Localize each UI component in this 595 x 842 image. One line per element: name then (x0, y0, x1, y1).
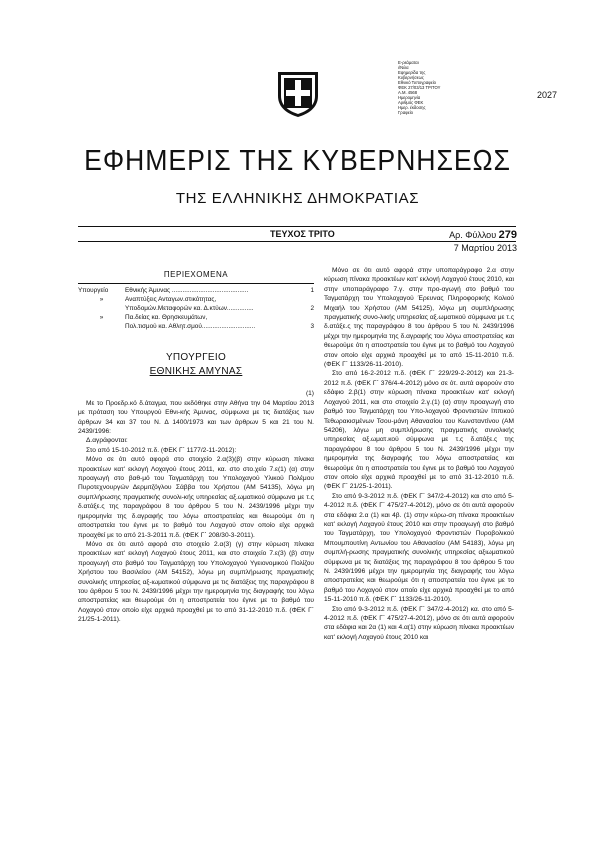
header-bottom-rule (78, 241, 516, 242)
toc-category: Υπουργείο (78, 287, 109, 295)
paragraph: Με το Προεδρ.κό δ.άταγμα, που εκδόθηκε στην Αθήνα την 04 Μαρτίου 2013 με πρόταση του Υπουργού Εθνι-κής Άμυνας, σύμφωνα με τις διατάξεις των άρθρων 34 και 37 του Ν. Δ 1400/1973 και των άρθρων 5 και 21 του Ν. 2439/1996: (78, 399, 314, 436)
right-column (324, 266, 514, 642)
greek-coat-of-arms-emblem (276, 70, 320, 118)
paragraph: Μόνο σε ότι αυτό αφορά στο στοιχείο 2.α(3)(β) στην κύρωση πίνακα προακτέων κατ' εκλογή Λοχαγού έτους 2011, κα. στο στο.χείο 7.ε(1) (α) στην προαγωγή στο βαθ-μό του Ταγματάρχη του Υπολοχαγού Υλικού Πολέμου Πυροτεχνουργών Δερμιτζόγλου Σάββα του Χρήστου (ΑΜ 54135), λόγω μη συμπλήρωσης πραγματικής συνολι-κής υπηρεσίας αξ.ωματικού σύμφωνα με τ.ς δ.ατάξε.ς της παραγράφου 8 του άρθρου 5 του Ν. 2439/1996 μέχρι την ημερομηνία της δ.αγραφής του λόγω αποστρατείας και θεωρούμε ότι η αποστρατεία του έγινε με το βαθμό του Λοχαγού στον οποίο είχε αρχικά προαχθεί με το από 21-3-2011 π.δ. (ΦΕΚ Γ΄ 208/30-3-2011). (78, 456, 314, 539)
toc-entry: Πολ.τισμού κα. Αθλητ.σμού.............................. (125, 323, 256, 331)
issue-date: 7 Μαρτίου 2013 (453, 243, 517, 253)
coat-of-arms-icon (276, 70, 320, 118)
toc-page: 2 (310, 305, 314, 313)
publisher-info-line: Αριθμός ΦΕΚ (398, 100, 424, 105)
paragraph: Στο από 15-10-2012 π.δ. (ΦΕΚ Γ΄ 1177/2-11-2012): (86, 446, 237, 454)
toc-page (306, 313, 314, 322)
toc-entry: Εθνικής Άμυνας ........................................... (125, 287, 249, 295)
publisher-info-line: ΦΕΚ 27/03/13 ΤΡΙΤΟΥ (398, 85, 441, 90)
gazette-subtitle: ΤΗΣ ΕΛΛΗΝΙΚΗΣ ΔΗΜΟΚΡΑΤΙΑΣ (175, 190, 420, 207)
publisher-info-line: Ε-ρεάμαται (398, 60, 419, 65)
toc-category: » (99, 314, 104, 322)
publisher-info-line: Εθνικό Τυπογραφείο (398, 80, 436, 85)
toc-row (78, 304, 314, 313)
toc-row (78, 286, 314, 295)
publisher-info-line: Ημερομηνία (398, 95, 421, 100)
left-column (78, 264, 314, 625)
paragraph: Στο από 9-3-2012 π.δ. (ΦΕΚ Γ΄ 347/2-4-2012) και στο από 5-4-2012 π.δ. (ΦΕΚ Γ΄ 475/27-4-2012), μόνο σε ότι αυτά αφορούν στα εδάφια 2.α (1) και 4β. (1) στην κύρω-ση πίνακα προακτέων κατ' εκλογή Λοχαγού έτους 2010 και στην προαγωγή στο βαθμό του Ταγματάρχη, του Υπολοχαγού Φροντιστών Πυροβολικού Μπουμπουτίνη Αντωνίου του Αθανασίου (ΑΜ 54183), λόγω μη συμπλή-ρωσης πραγματικής συνολικής υπηρεσίας αξιωματικού σύμφωνα με τις διατάξεις της παραγράφου 8 του άρθρου 5 του Ν. 2439/1996 μέχρι την ημερομηνία της διαγραφής του λόγω αποστρατείας και θεωρούμε ότι η αποστρατεία του έγινε με το βαθμό του Λοχαγού στον οποίο είχε αρχικά προαχθεί με το από 15-11-2010 π.δ. (ΦΕΚ Γ΄ 1133/26-11-2010). (324, 492, 514, 604)
paragraph: Δ.αγράφονται: (86, 437, 128, 445)
decision-number: (1) (305, 390, 314, 398)
publisher-info-line: Εφημερίδα της (398, 70, 426, 75)
toc-category (78, 322, 125, 331)
toc-row (78, 295, 314, 304)
publisher-info-line: Γραφείο (398, 110, 413, 115)
paragraph: Στο από 9-3-2012 π.δ. (ΦΕΚ Γ΄ 347/2-4-2012) κα. στο από 5-4-2012 π.δ. (ΦΕΚ Γ΄ 475/27-4-2012), μόνο σε ότι αυτά αφορούν στα εδάφια και 2α (1) και 4.α(1) στην κύρωση πίνακα προακτέων κατ' εκλογή Λοχαγού έτους 2010 και (324, 605, 514, 641)
publisher-info-line: Ημερ. έκδοσης (398, 105, 426, 110)
ministry-line-2: ΕΘΝΙΚΗΣ ΑΜΥΝΑΣ (149, 366, 243, 378)
toc-rule (78, 283, 314, 284)
toc-category (78, 304, 125, 313)
header-top-rule (78, 226, 516, 227)
ministry-line-1: ΥΠΟΥΡΓΕΙΟ (165, 352, 227, 364)
toc-row (78, 313, 314, 322)
toc-page (306, 295, 314, 304)
paragraph: Μόνο σε ότι αυτό αφορά στην υποπαράγραφο 2.α στην κύρωση πίνακα προακτέων κατ' εκλογή Λοχαγού έτους 2010, και στην υποπαράγραφο 7.γ. στην προ-αγωγή στο βαθμό του Ταγματάρχη του Υπολοχαγού Έρευνας Πληροφορικής Κολιού Μιχαήλ του Χρήστου (ΑΜ 54125), λόγω μη συμπλήρωσης πραγματικής συνο-λικής υπηρεσίας αξ.ωματικού σύμφωνα με τ.ς δ.ατάξε.ς της παραγράφου 8 του άρθρου 5 του Ν. 2439/1996 μέχρι την ημερομηνία της δ.αγραφής του λόγω αποστρατείας και θεωρούμε ότι η αποστρατεία του έγινε με το βαθμό του Λοχαγού στον οποίο είχε αρχικά προαχθεί με το από 15-11-2010 π.δ. (ΦΕΚ Γ΄ 1133/26-11-2010). (324, 267, 514, 369)
toc-category: » (99, 296, 104, 304)
page-number: 2027 (536, 90, 557, 100)
toc-entry: Αναπτύξεις Ανταγων.στικότητας, (125, 296, 217, 304)
toc-entry: Υποδομών.Μεταφορών κα. Δ.κτύων............... (125, 305, 254, 313)
publisher-info-block (398, 60, 493, 115)
paragraph: Στο από 16-2-2012 π.δ. (ΦΕΚ Γ΄ 229/29-2-2012) και 21-3-2012 π.δ. (ΦΕΚ Γ΄ 376/4-4-2012) μόνο σε ότ. αυτά αφορούν στο εδάφιο 2.β(1) στην κύρωση πίνακα προακτέων κατ' εκλογή Λοχαγού 2011, και στο στοιχείο 2.γ.(1) (α) στην προαγωγή στο βαθμό του Ταγματάρχη του Υπο-λοχαγού Φροντιστών Ιππικού Τεθωρακισμένων Τσου-μάνη Αθανασίου του Κωνσταντίνου (ΑΜ 54206), λόγω μη συμπλήρωσης πραγματικής συνολικής υπηρεσίας αξ.ωματ.κού σύμφωνα με τ.ς δ.ατάξε.ς της παραγράφου 8 του άρθρου 5 του Ν. 2439/1996 μέχρι την ημερομηνία της διαγραφής του λόγω αποστρατείας και θεωρούμε ότι η αποστρατεία του έγινε με το βαθμό του Λοχαγού στον οποίο είχε αρχικά προαχθεί με το από 31-12-2010 π.δ. (ΦΕΚ Γ΄ 21/25-1-2011). (324, 370, 514, 491)
toc-page: 3 (310, 323, 314, 331)
toc-heading: ΠΕΡΙΕΧΟΜΕΝΑ (163, 270, 229, 279)
issue-label: ΤΕΥΧΟΣ ΤΡΙΤΟ (270, 229, 335, 239)
paragraph: Μόνο σε ότι αυτό αφορά στο στοιχείο 2.α(3) (γ) στην κύρωση πίνακα προακτέων κατ' εκλογή Λοχαγού έτους 2011, και στο στοιχείο 7.ε(3) (β) στην προαγωγή στο βαθμό του Ταγματάρχη του Υπολοχαγού Υγειονομικού Πολίζου Χρήστου του Βασιλείου (ΑΜ 54152), λόγω μη συμπλήρωσης πραγματικής συνολικής υπηρεσίας αξ-ιωματικού σύμφωνα με τις διατάξεις της παραγράφου 8 του άρθρου 5 του Ν. 2439/1996 μέχρι την ημερομηνία της διαγραφής του λόγω αποστρατείας και θεωρούμε ότι η αποστρατεία του έγινε με το βαθμό του Λοχαγού στον οποίο είχε αρχικά προαχθεί με το από 31-12-2010 π.δ. (ΦΕΚ Γ΄ 21/25-1-2011). (78, 540, 314, 624)
sheet-number-label (449, 229, 517, 241)
gazette-title: ΕΦΗΜΕΡΙΣ ΤΗΣ ΚΥΒΕΡΝΗΣΕΩΣ (84, 145, 511, 177)
toc-row (78, 322, 314, 331)
toc-page: 1 (310, 287, 314, 295)
toc-entry: Πα.δείας κα. Θρησκευμάτων, (125, 314, 208, 322)
sheet-number: 279 (498, 229, 517, 241)
publisher-info-line: Α.Μ. 4568 (398, 90, 418, 95)
ministry-heading (78, 351, 314, 379)
publisher-info-line: ι/Νιλα (398, 65, 409, 70)
publisher-info-line: Κυβερνήσεως (398, 75, 424, 80)
sheet-label: Αρ. Φύλλου (449, 230, 497, 240)
